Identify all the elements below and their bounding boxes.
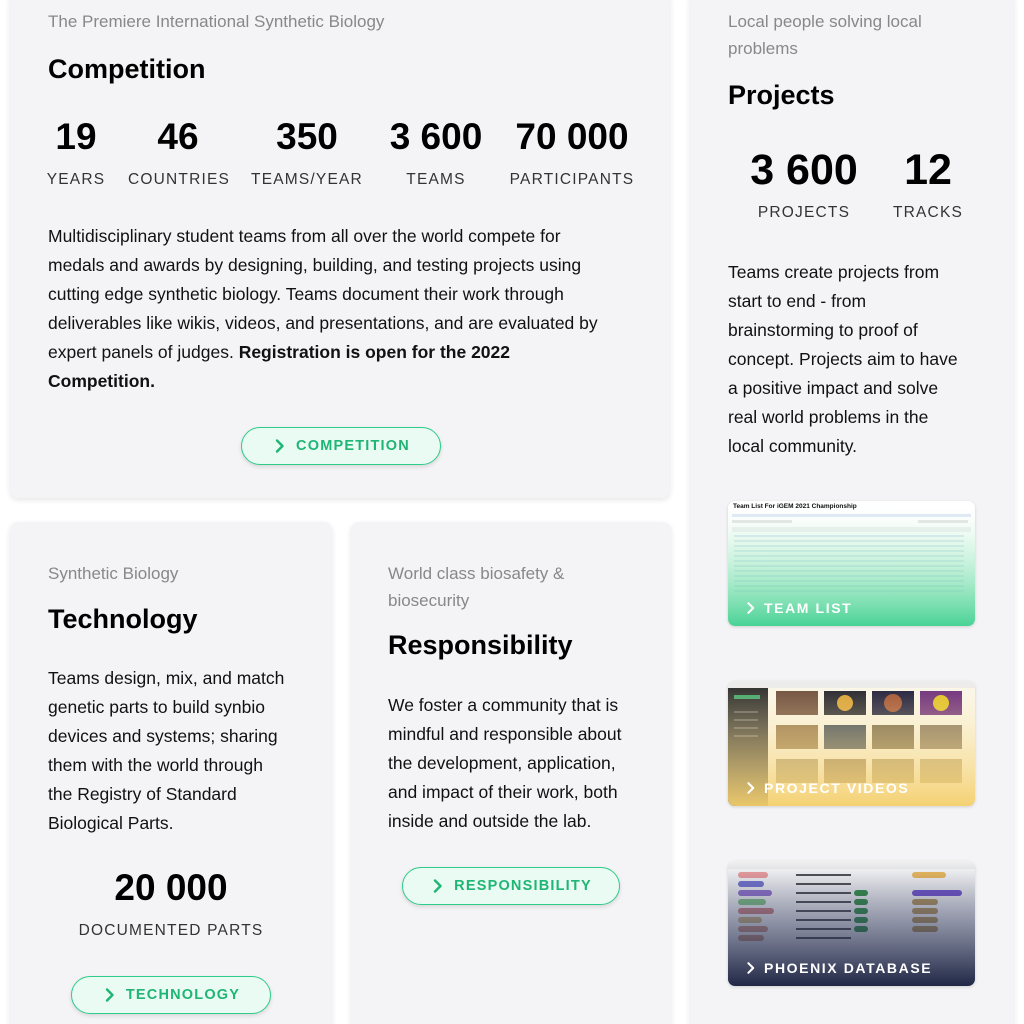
stat-teams-per-year — [250, 115, 364, 189]
projects-subtitle-line: Local people solving local — [728, 12, 922, 31]
chevron-right-icon — [102, 987, 118, 1003]
projects-text-line: local community. — [728, 436, 858, 456]
stat-countries — [128, 115, 231, 189]
technology-text-line: genetic parts to build synbio — [48, 697, 265, 717]
stat-participants — [506, 115, 638, 189]
technology-text-line: devices and systems; sharing — [48, 726, 278, 746]
technology-text-line: the Registry of Standard — [48, 784, 237, 804]
stat-value: 12 — [904, 146, 952, 194]
technology-description — [48, 664, 318, 838]
responsibility-card — [351, 522, 671, 1024]
stat-label: COUNTRIES — [128, 171, 231, 188]
stat-value: 20 000 — [114, 867, 228, 908]
stat-tracks — [888, 144, 968, 222]
projects-subtitle-line: problems — [728, 39, 798, 58]
competition-text-line: Multidisciplinary student teams from all over the world compete for — [48, 226, 561, 246]
competition-text-plain: expert panels of judges. — [48, 342, 239, 362]
responsibility-text-line: mindful and responsible about — [388, 724, 622, 744]
competition-title: Competition — [48, 54, 206, 84]
stat-value: 3 600 — [389, 116, 483, 157]
stat-label: TEAMS/YEAR — [251, 171, 363, 188]
registration-notice-end: Competition. — [48, 371, 155, 391]
competition-subtitle: The Premiere International Synthetic Biology — [48, 12, 385, 31]
projects-description — [728, 258, 998, 461]
project-videos-label — [744, 780, 909, 796]
stat-label: PARTICIPANTS — [509, 171, 635, 188]
responsibility-text-line: We foster a community that is — [388, 695, 619, 715]
competition-text-line: medals and awards by designing, building, and testing projects using — [48, 255, 582, 275]
phoenix-database-tile[interactable] — [728, 861, 975, 986]
stat-label: TEAMS — [406, 171, 466, 188]
stat-label: TRACKS — [892, 204, 964, 221]
responsibility-title: Responsibility — [388, 630, 573, 660]
stat-value: 46 — [157, 116, 199, 157]
stat-label: DOCUMENTED PARTS — [78, 922, 264, 939]
stat-value: 350 — [276, 116, 338, 157]
team-list-label — [744, 600, 852, 616]
stat-projects — [734, 144, 874, 222]
stat-value: 19 — [55, 116, 97, 157]
technology-title: Technology — [48, 604, 198, 634]
technology-text-line: Teams design, mix, and match — [48, 668, 285, 688]
responsibility-subtitle — [388, 560, 564, 614]
chevron-right-icon — [744, 601, 758, 615]
stat-documented-parts — [40, 866, 302, 940]
projects-text-line: start to end - from — [728, 291, 867, 311]
responsibility-text-line: and impact of their work, both — [388, 782, 618, 802]
technology-card — [10, 522, 332, 1024]
technology-button-label: TECHNOLOGY — [125, 987, 241, 1003]
team-list-label-text: TEAM LIST — [764, 600, 853, 616]
responsibility-description — [388, 691, 663, 836]
phoenix-database-label — [744, 960, 932, 976]
responsibility-button[interactable] — [402, 867, 620, 905]
responsibility-text-line: inside and outside the lab. — [388, 811, 592, 831]
competition-text-line — [48, 338, 648, 367]
team-list-tile[interactable] — [728, 501, 975, 626]
responsibility-subtitle-line: biosecurity — [388, 591, 470, 610]
responsibility-text-line: the development, application, — [388, 753, 616, 773]
competition-text-line: cutting edge synthetic biology. Teams document their work through — [48, 284, 564, 304]
competition-text-line: deliverables like wikis, videos, and presentations, and are evaluated by — [48, 313, 598, 333]
chevron-right-icon — [430, 878, 446, 894]
project-videos-label-text: PROJECT VIDEOS — [764, 780, 910, 796]
technology-text-line: Biological Parts. — [48, 813, 174, 833]
competition-button[interactable] — [241, 427, 441, 465]
technology-button[interactable] — [71, 976, 271, 1014]
phoenix-database-label-text: PHOENIX DATABASE — [764, 960, 933, 976]
projects-card — [690, 0, 1014, 1024]
project-videos-tile[interactable] — [728, 681, 975, 806]
projects-text-line: a positive impact and solve — [728, 378, 939, 398]
chevron-right-icon — [744, 781, 758, 795]
projects-text-line: concept. Projects aim to have — [728, 349, 958, 369]
projects-text-line: real world problems in the — [728, 407, 929, 427]
stat-label: YEARS — [46, 171, 106, 188]
responsibility-subtitle-line: World class biosafety & — [388, 564, 565, 583]
competition-card — [10, 0, 670, 498]
stat-value: 3 600 — [750, 146, 858, 194]
stat-teams — [384, 115, 488, 189]
projects-title: Projects — [728, 80, 835, 110]
competition-description — [48, 222, 648, 396]
projects-subtitle — [728, 8, 922, 62]
competition-button-label: COMPETITION — [296, 438, 410, 454]
responsibility-button-label: RESPONSIBILITY — [454, 878, 592, 894]
stat-value: 70 000 — [515, 116, 629, 157]
stat-label: PROJECTS — [757, 204, 851, 221]
chevron-right-icon — [272, 438, 288, 454]
competition-text-line — [48, 367, 648, 396]
projects-text-line: brainstorming to proof of — [728, 320, 918, 340]
chevron-right-icon — [744, 961, 758, 975]
technology-subtitle: Synthetic Biology — [48, 564, 179, 583]
stat-years — [46, 115, 106, 189]
technology-text-line: them with the world through — [48, 755, 263, 775]
registration-notice: Registration is open for the 2022 — [238, 342, 510, 362]
projects-text-line: Teams create projects from — [728, 262, 940, 282]
